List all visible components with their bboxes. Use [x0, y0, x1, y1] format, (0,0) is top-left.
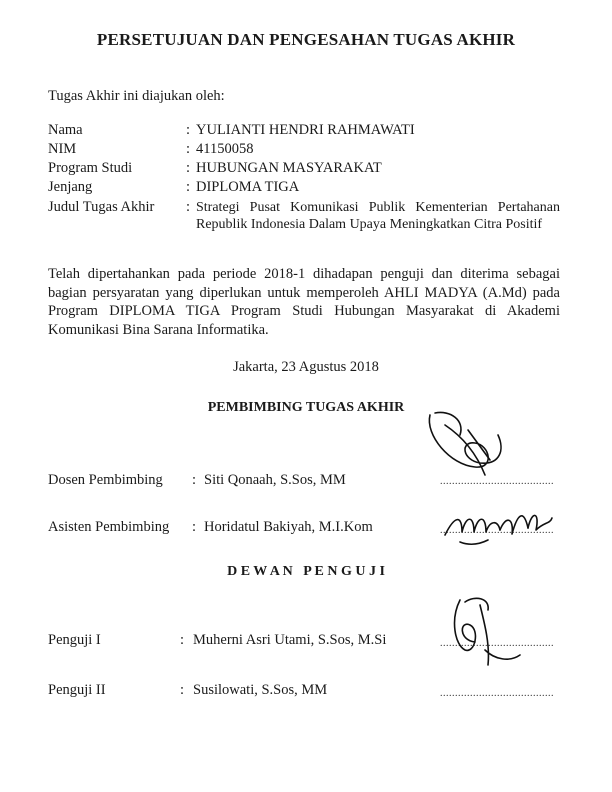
- dewan-penguji-heading: D E W A N P E N G U J I: [227, 564, 385, 579]
- field-colon: :: [192, 519, 197, 535]
- field-label-judul: Judul Tugas Akhir: [48, 199, 155, 215]
- place-date: Jakarta, 23 Agustus 2018: [233, 359, 379, 375]
- field-colon: :: [186, 160, 191, 176]
- field-colon: :: [180, 632, 185, 648]
- field-value-nim: 41150058: [196, 141, 254, 157]
- field-label-nama: Nama: [48, 122, 83, 138]
- signature-line: ......................................: [440, 476, 554, 487]
- penguji-1-name: Muherni Asri Utami, S.Sos, M.Si: [193, 632, 387, 648]
- asisten-pembimbing-label: Asisten Pembimbing: [48, 519, 170, 535]
- penguji-2-name: Susilowati, S.Sos, MM: [193, 682, 328, 698]
- signature-line: ......................................: [440, 638, 554, 649]
- asisten-pembimbing-name: Horidatul Bakiyah, M.I.Kom: [204, 519, 373, 535]
- field-label-program-studi: Program Studi: [48, 160, 133, 176]
- field-colon: :: [186, 199, 191, 215]
- signature-line: ......................................: [440, 525, 554, 536]
- field-value-jenjang: DIPLOMA TIGA: [196, 179, 300, 195]
- field-colon: :: [186, 122, 191, 138]
- field-value-nama: YULIANTI HENDRI RAHMAWATI: [196, 122, 415, 138]
- field-label-jenjang: Jenjang: [48, 179, 93, 195]
- penguji-1-label: Penguji I: [48, 632, 101, 648]
- dosen-pembimbing-label: Dosen Pembimbing: [48, 472, 163, 488]
- intro-text: Tugas Akhir ini diajukan oleh:: [48, 88, 225, 104]
- field-colon: :: [192, 472, 197, 488]
- penguji-2-label: Penguji II: [48, 682, 106, 698]
- field-colon: :: [180, 682, 185, 698]
- signature-line: ......................................: [440, 688, 554, 699]
- field-colon: :: [186, 179, 191, 195]
- field-value-judul: Strategi Pusat Komunikasi Publik Kementerian Pertahanan Republik Indonesia Dalam Upaya Meningkatkan Citra Positif: [196, 200, 560, 232]
- field-colon: :: [186, 141, 191, 157]
- dosen-pembimbing-name: Siti Qonaah, S.Sos, MM: [204, 472, 346, 488]
- signature-asisten-pembimbing: [440, 500, 560, 550]
- signature-penguji: [440, 590, 530, 680]
- pembimbing-heading: PEMBIMBING TUGAS AKHIR: [207, 400, 405, 415]
- page-title: PERSETUJUAN DAN PENGESAHAN TUGAS AKHIR: [96, 30, 516, 49]
- field-value-program-studi: HUBUNGAN MASYARAKAT: [196, 160, 382, 176]
- approval-paragraph: Telah dipertahankan pada periode 2018-1 dihadapan penguji dan diterima sebagai bagian persyaratan yang diperlukan untuk memperoleh AHLI MADYA (A.Md) pada Program DIPLOMA TIGA Program Studi Hubungan Masyarakat di Akademi Komunikasi Bina Sarana Informatika.: [48, 266, 560, 338]
- field-label-nim: NIM: [48, 141, 77, 157]
- signature-dosen-pembimbing: [420, 405, 510, 485]
